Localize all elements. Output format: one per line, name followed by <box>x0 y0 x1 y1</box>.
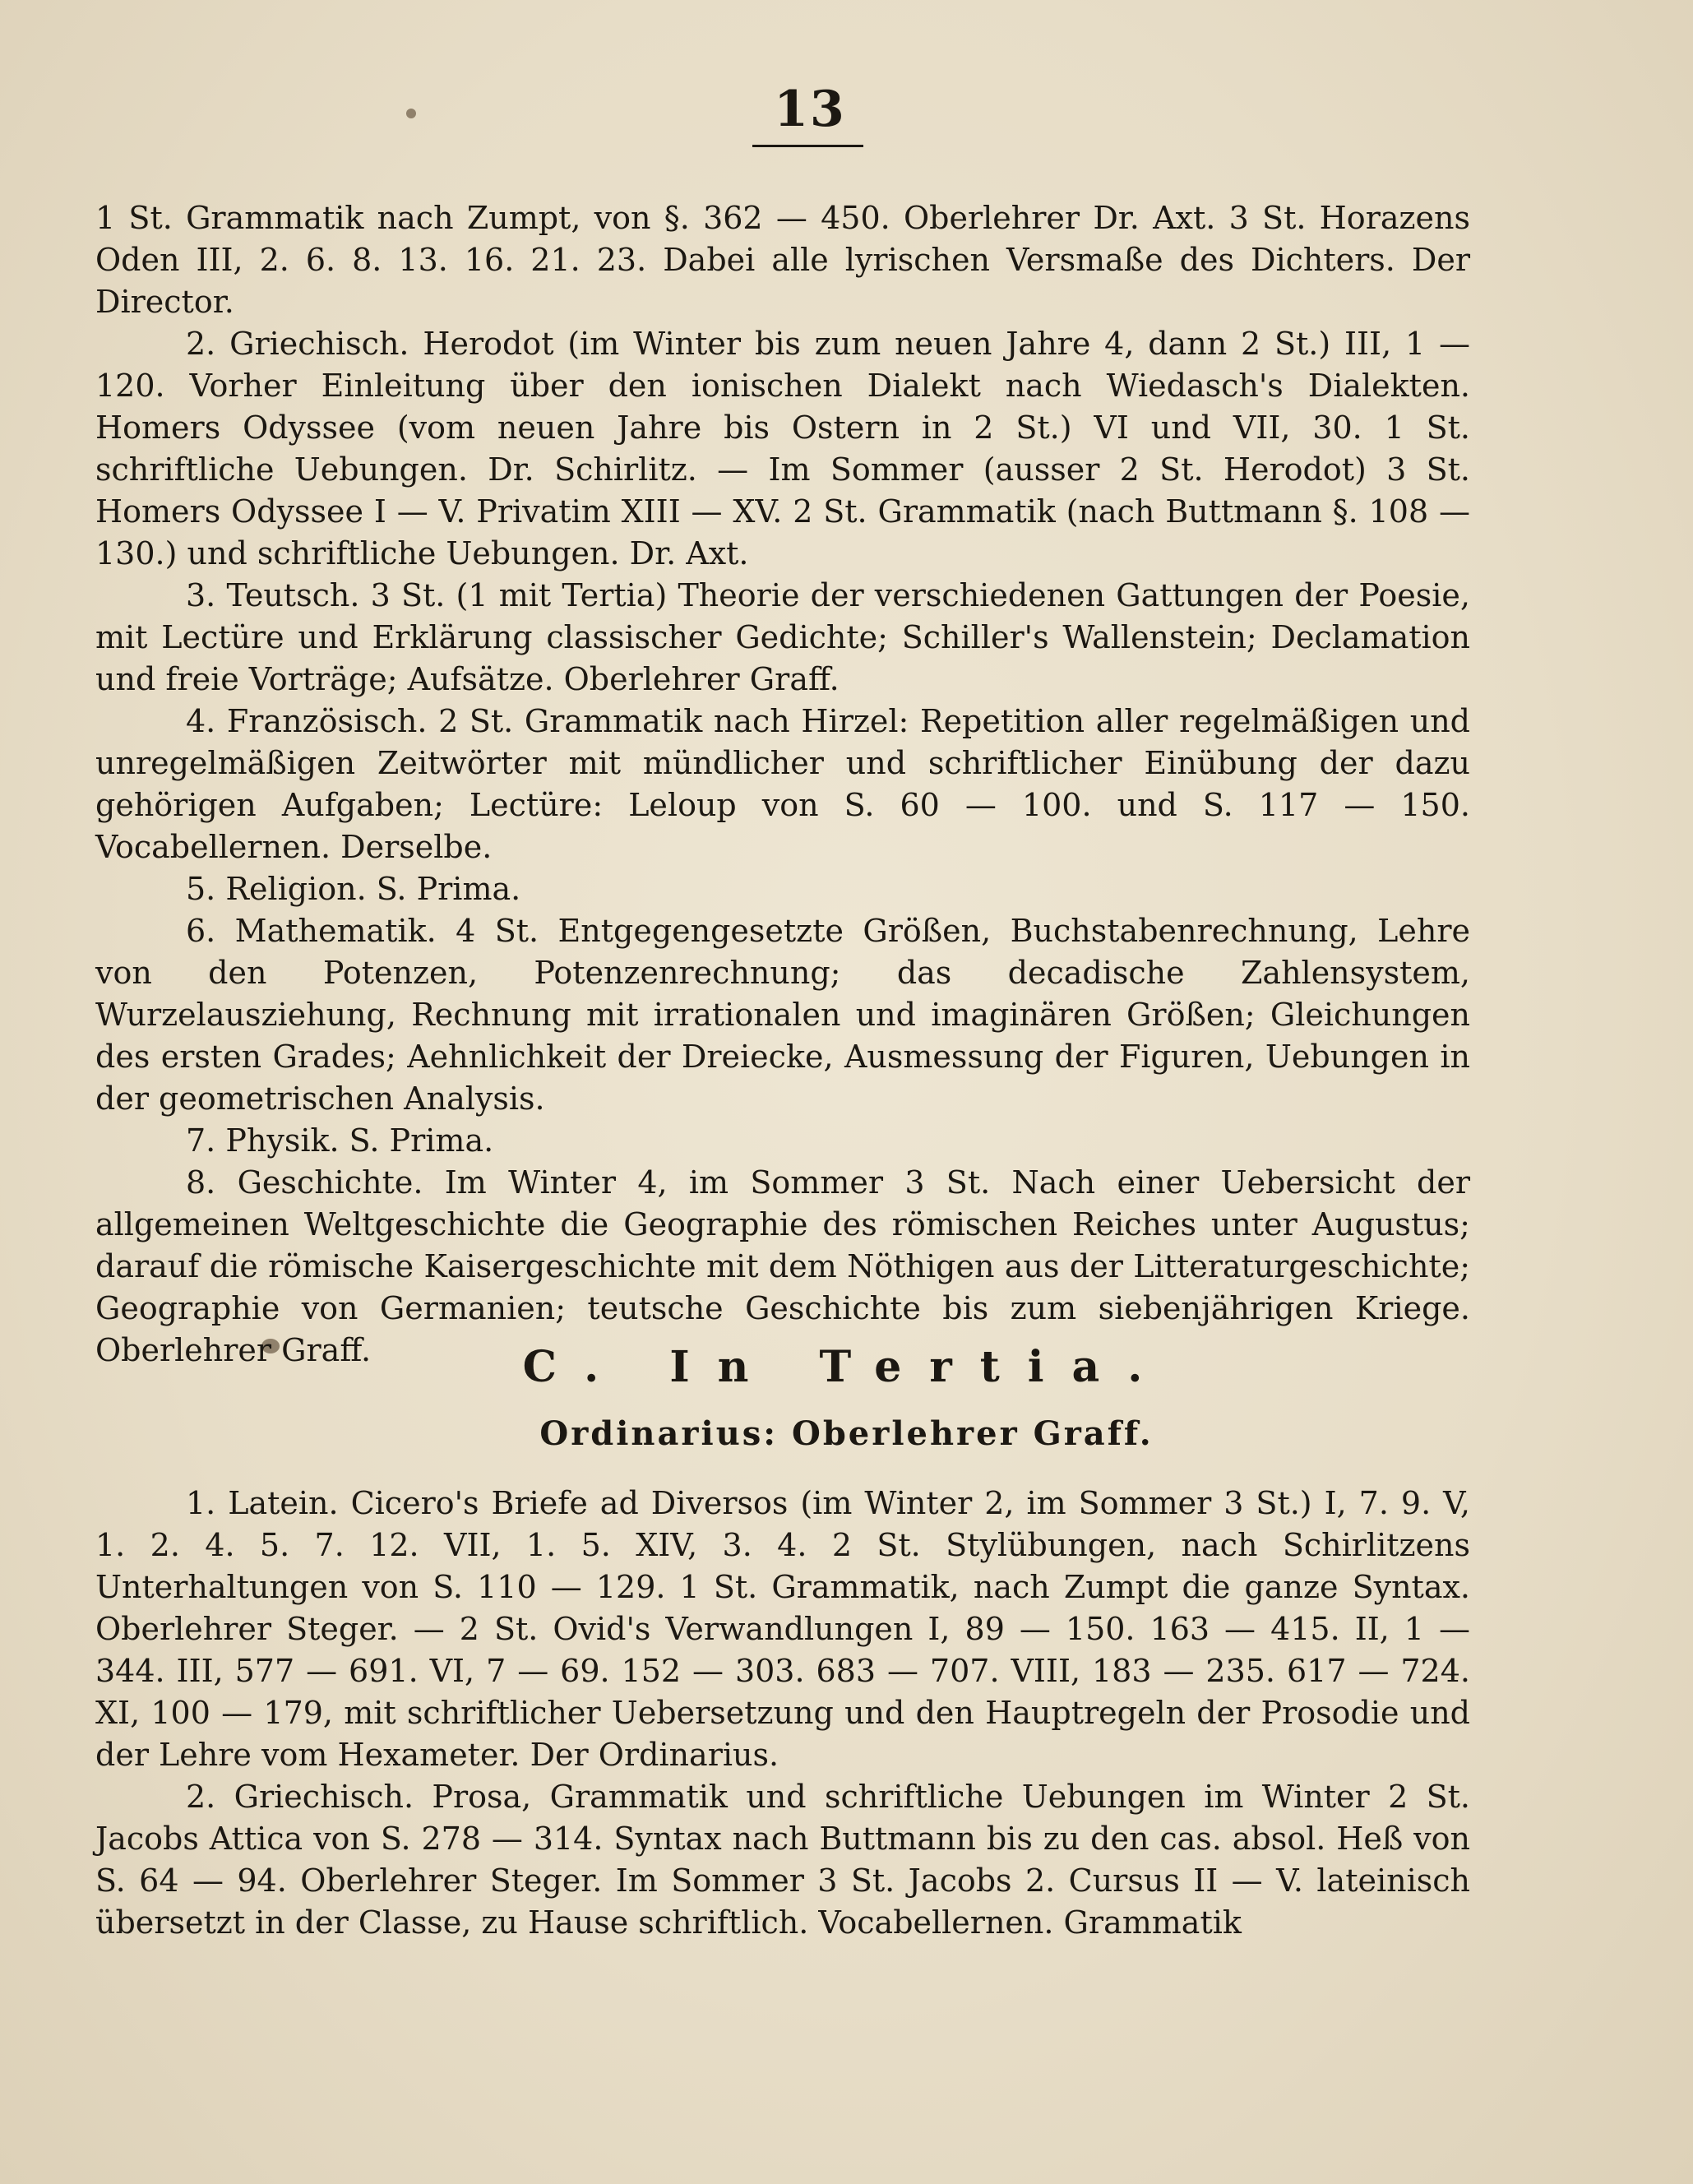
paragraph-physik: 7. Physik. S. Prima. <box>186 1122 494 1159</box>
ink-speck <box>406 109 416 118</box>
paragraph-griechisch: 2. Griechisch. Herodot (im Winter bis zum neuen Jahre 4, dann 2 St.) III, 1 — 120. Vorher Einleitung über den ionischen Dialekt nach Wiedasch's Dialekten. Homers Odyssee (vom neuen Jahre bis Ostern in 2 St.) VI und VII, 30. 1 St. schriftliche Uebungen. Dr. Schirlitz. — Im Sommer (ausser 2 St. Herodot) 3 St. Homers Odyssee I — V. Privatim XIII — XV. 2 St. Grammatik (nach Buttmann §. 108 — 130.) und schriftliche Uebungen. Dr. Axt. <box>95 326 1470 571</box>
paragraph-tertia-griechisch: 2. Griechisch. Prosa, Grammatik und schriftliche Uebungen im Winter 2 St. Jacobs Attica von S. 278 — 314. Syntax nach Buttmann bis zu den cas. absol. Heß von S. 64 — 94. Oberlehrer Steger. Im Sommer 3 St. Jacobs 2. Cursus II — V. lateinisch übersetzt in der Classe, zu Hause schriftlich. Vocabellernen. Grammatik <box>95 1779 1470 1941</box>
paragraph-religion: 5. Religion. S. Prima. <box>186 871 521 907</box>
section-b-text <box>95 197 1470 1372</box>
paragraph-mathematik: 6. Mathematik. 4 St. Entgegengesetzte Größen, Buchstabenrechnung, Lehre von den Potenzen, Potenzenrechnung; das decadische Zahlensystem, Wurzelausziehung, Rechnung mit irrationalen und imaginären Größen; Gleichungen des ersten Grades; Aehnlichkeit der Dreiecke, Ausmessung der Figuren, Uebungen in der geometrischen Analysis. <box>95 913 1470 1117</box>
paragraph-franzoesisch: 4. Französisch. 2 St. Grammatik nach Hirzel: Repetition aller regelmäßigen und unregelmäßigen Zeitwörter mit mündlicher und schriftlicher Einübung der dazu gehörigen Aufgaben; Lectüre: Leloup von S. 60 — 100. und S. 117 — 150. Vocabellernen. Derselbe. <box>95 703 1470 865</box>
paragraph-latein-continued: 1 St. Grammatik nach Zumpt, von §. 362 — 450. Oberlehrer Dr. Axt. 3 St. Horazens Oden III, 2. 6. 8. 13. 16. 21. 23. Dabei alle lyrischen Versmaße des Dichters. Der Director. <box>95 200 1470 320</box>
page-number-rule <box>752 145 863 147</box>
paragraph-teutsch: 3. Teutsch. 3 St. (1 mit Tertia) Theorie der verschiedenen Gattungen der Poesie, mit Lectüre und Erklärung classischer Gedichte; Schiller's Wallenstein; Declamation und freie Vorträge; Aufsätze. Oberlehrer Graff. <box>95 577 1470 697</box>
page-number: 13 <box>774 81 846 138</box>
paragraph-tertia-latein: 1. Latein. Cicero's Briefe ad Diversos (im Winter 2, im Sommer 3 St.) I, 7. 9. V, 1. 2. 4. 5. 7. 12. VII, 1. 5. XIV, 3. 4. 2 St. Stylübungen, nach Schirlitzens Unterhaltungen von S. 110 — 129. 1 St. Grammatik, nach Zumpt die ganze Syntax. Oberlehrer Steger. — 2 St. Ovid's Verwandlungen I, 89 — 150. 163 — 415. II, 1 — 344. III, 577 — 691. VI, 7 — 69. 152 — 303. 683 — 707. VIII, 183 — 235. 617 — 724. XI, 100 — 179, mit schriftlicher Uebersetzung und den Hauptregeln der Prosodie und der Lehre vom Hexameter. Der Ordinarius. <box>95 1485 1470 1773</box>
paragraph-geschichte: 8. Geschichte. Im Winter 4, im Sommer 3 St. Nach einer Uebersicht der allgemeinen Weltgeschichte die Geographie des römischen Reiches unter Augustus; darauf die römische Kaisergeschichte mit dem Nöthigen aus der Litteraturgeschichte; Geographie von Germanien; teutsche Geschichte bis zum siebenjährigen Kriege. Oberlehrer Graff. <box>95 1164 1470 1368</box>
section-c-text <box>95 1483 1470 1944</box>
section-c-ordinarius: Ordinarius: Oberlehrer Graff. <box>539 1414 1154 1453</box>
section-c-heading: C. In Tertia. <box>522 1342 1171 1392</box>
